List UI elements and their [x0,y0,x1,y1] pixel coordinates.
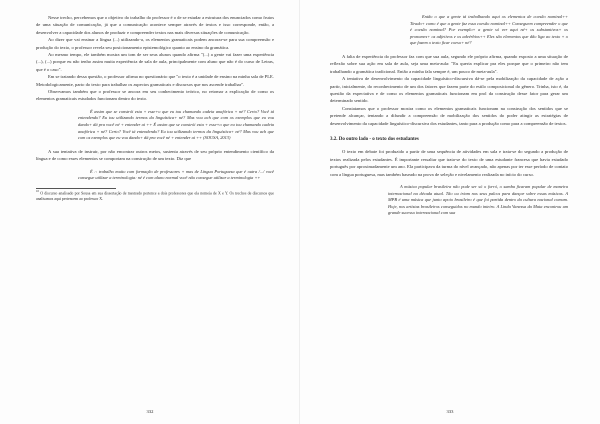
block-quote: A música popular brasileira não pode ser só o forró, o samba ficaram popular de maneira internacional na década atual. Tão ou iriam nos seus palcos para dançar sobre essas músicas. A MPB é uma música que junto apoio brasileiro é que foi partida dentro da cultura nacional comum. Hoje, nos artistas brasileiros conseguidos no mundo inteiro. A Linda Vanessa da Mata encontrou um grande sucesso internacional com sua [388,184,568,216]
paragraph: A tentativa de desenvolvimento da capacidade linguístico-discursiva dá-se pela mobilização da capacidade de ação a partir, inicialmente, do reconhecimento de um dos fatores que fazem parte do estilo composicional do gênero. Trinha, isto é, da questão da expectativa e de como os elementos gramaticais funcionam em prol da construção desse fator para gerar um determinado sentido. [330,76,568,104]
block-quote: É :: trabalho muito com formação de professores + mas de Língua Portuguesa que é outra /.../ você consegue utilizar a terminologia: né é com aluno normal você não consegue utilizar a terminologia ++ [78,168,274,181]
paragraph: Observamos também que o professor se ancora em seu conhecimento teórico, no retomar a explicação de como os elementos gramaticais estudados funcionam dentro do texto. [36,89,274,102]
paragraph: Ao dizer que vai ensinar a língua (...) utilizando-a, os elementos gramaticais podem ancorar-se para sua compreensão e produção do texto, o professor revela seu posicionamento epistemológico quanto ao ensino da gramática. [36,37,274,50]
footnote-divider [36,188,116,189]
page-number: 332 [146,409,154,414]
paragraph: Nesse trecho, percebemos que o objetivo do trabalho do professor é o de se estudar a estrutura dos enunciados como frutos de uma situação de comunicação, já que a comunicação acontece sempre através de textos e isso corresponde, então, a desenvolver a capacidade dos alunos de produzir e compreender textos nas mais diversas situações de comunicação. [36,15,274,35]
paragraph: Em se tratando dessa questão, o professor afirma no questionário que "o texto é a unidade de ensino na minha sala de PLE. Metodologicamente, parto do texto para trabalhar os aspectos gramaticais e discursos que nos ascende trabalhar". [36,74,274,87]
paragraph: Constatamos que o professor mostra como os elementos gramaticais funcionam na construção dos sentidos que se pretende alcançar, tentando a difundir a compreensão de mobilização dos sentidos do poder atingir as estratégias de desenvolvimento da capacidade linguístico-discursiva dos estudantes, tanto para a produção como para a compreensão de textos. [330,105,568,126]
right-page [300,0,600,424]
paragraph: A falta de experiência do professor faz com que sua aula, segundo ele próprio afirma, quando exposto a uma situação de reflexão sobre sua ação em sala de aula, seja uma meta-aula: "Eu queria explicar pra eles porque que o primeiro não tem trabalhando a gramática tradicional. Então a minha fala sempre é, um pouco de meta-aula". [330,53,568,74]
footnote [36,188,274,202]
footnote-marker: 10 [36,188,39,193]
block-quote: É assim que se constrói esta + esse+o que eu tou chamando cadeia anafórica + né? Certo? Você tá entendendo? Eu tou utilizando termos da linguística+ né? Mas vou ach que com os exemplos que eu vou dando+ dá pra você né + entender ai ++ É assim que se constrói esta + esse+o que eu tou chamando cadeia anafórica + né? Certo? Você tá entendendo? Eu tou utilizando termos da linguística+ né? Mas vou ach que com os exemplos que eu vou dando+ dá pra você né + entender ai ++ (SOUSA, 2013) [78,108,274,141]
footnote-text: O discurso analisado por Sousa em sua dissertação de mestrado pertence a dois professores que ela nomeia de X e Y. Os trechos de discursos que analisamos aqui pertencem ao professor X. [36,191,274,201]
right-page-text [330,14,568,217]
paragraph: O texto em debate foi produzido a partir de uma sequência de atividades em sala e trata-se do segundo a produção de textos realizada pelos estudantes. É importante ressaltar que trata-se do texto de uma estudante francesa que havia estudado português por aproximadamente um ano. Ela participava da turma do nível avançado, não apenas por ter esse período de contato com a língua portuguesa, mas também baseado na prova de seleção e nivelamento realizada no início do curso. [330,149,568,177]
block-quote: Então o que a gente tá trabalhando aqui os elementos de coesão nominal++ Tirado+ como é que a gente faz essa coesão nominal++ Conseguem compreender o que é coesão nominal? Por exemplo+ a gente só ver aqui né+ os substantivos+ os pronomes+ os adjetivos e os advérbios++ Eles são elementos que dão liga ao texto + o que fazem o texto ficar coeso+ né? [410,14,568,46]
left-page-text [36,14,274,202]
paragraph: A sua tentativa de instruir, por não encontrar outros meios, sustenta através de seu próprio entendimento científico da língua e de como esses elementos se comportam na construção de um texto. Diz que [36,148,274,162]
page-number: 333 [446,409,454,414]
paragraph: Ao mesmo tempo, ele também mostra um tom de ser seus alunos quando afirma "(...) a gente vai fazer uma experiência (...), (...) porque eu não tenho assim muita experiência de sala de aula, principalmente com aluno que não é do curso de Letras, que é o caso". [36,52,274,72]
section-heading: 3.2. Do outro lado - o texto dos estudantes [330,137,419,143]
